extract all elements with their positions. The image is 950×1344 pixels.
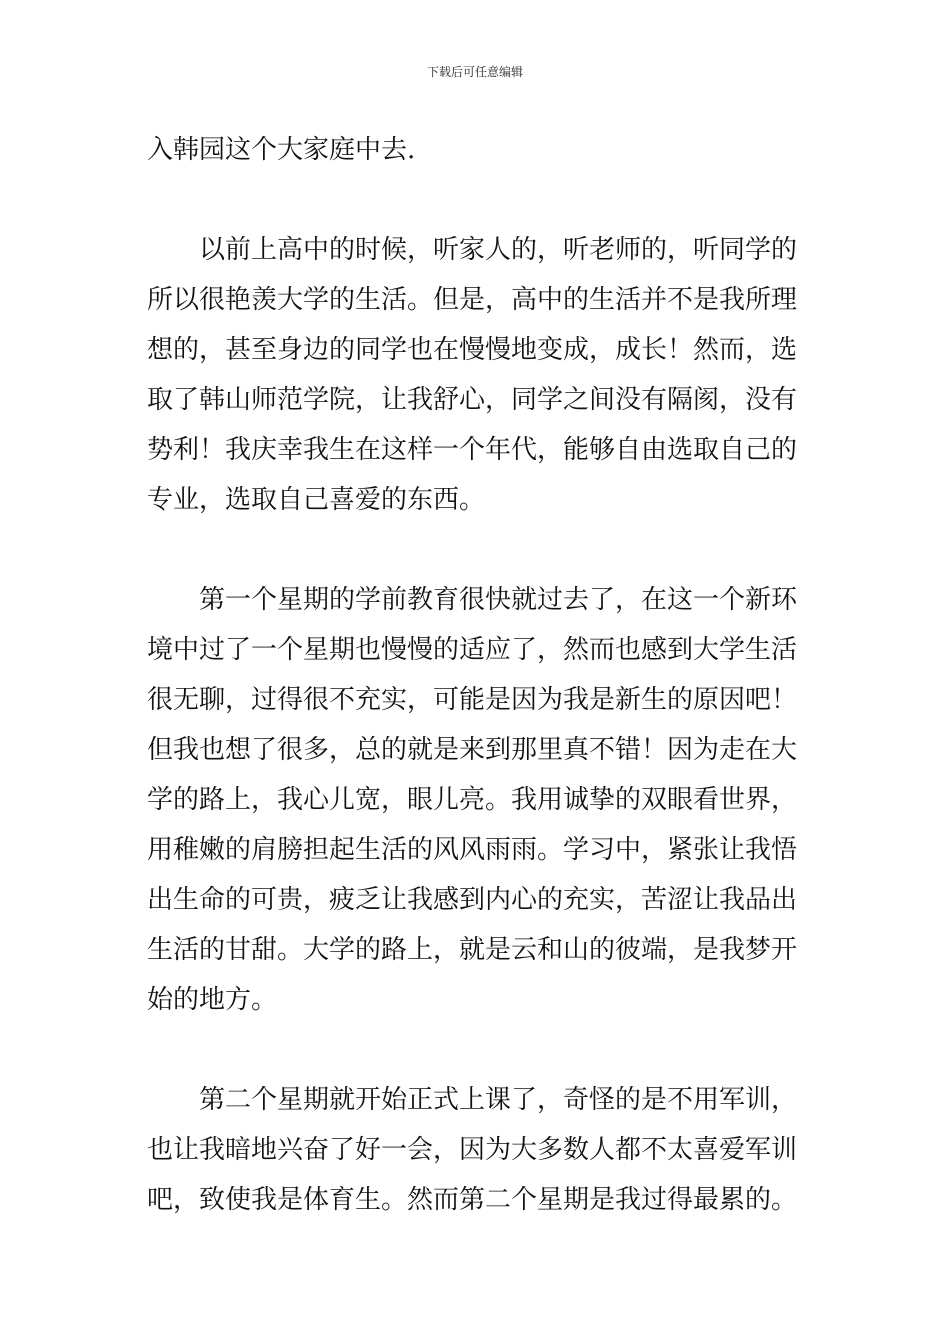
text-line: 用稚嫩的肩膀担起生活的风风雨雨。学习中，紧张让我悟 (147, 835, 798, 865)
text-line: 以前上高中的时候，听家人的，听老师的，听同学的 (199, 235, 798, 265)
text-line: 取了韩山师范学院，让我舒心，同学之间没有隔阂，没有 (147, 385, 798, 415)
text-line: 境中过了一个星期也慢慢的适应了，然而也感到大学生活 (147, 635, 798, 665)
paragraph-gap (147, 175, 807, 225)
page-header (0, 64, 950, 80)
text-line: 学的路上，我心儿宽，眼儿亮。我用诚挚的双眼看世界， (147, 785, 798, 815)
text-line: 所以很艳羡大学的生活。但是，高中的生活并不是我所理 (147, 285, 798, 315)
header-note: 下载后可任意编辑 (426, 65, 523, 79)
text-line: 生活的甘甜。大学的路上，就是云和山的彼端，是我梦开 (147, 935, 798, 965)
text-line: 始的地方。 (147, 985, 278, 1015)
paragraph-gap (147, 525, 807, 575)
text-line: 专业，选取自己喜爱的东西。 (147, 485, 486, 515)
paragraph-high-school (147, 225, 807, 525)
paragraph-second-week (147, 1075, 807, 1225)
text-line: 吧，致使我是体育生。然而第二个星期是我过得最累的。 (147, 1185, 798, 1215)
paragraph-gap (147, 1025, 807, 1075)
text-line: 也让我暗地兴奋了好一会，因为大多数人都不太喜爱军训 (147, 1135, 798, 1165)
text-line: 出生命的可贵，疲乏让我感到内心的充实，苦涩让我品出 (147, 885, 798, 915)
text-line: 第二个星期就开始正式上课了，奇怪的是不用军训， (199, 1085, 798, 1115)
paragraph-first-week (147, 575, 807, 1025)
text-line: 势利！我庆幸我生在这样一个年代，能够自由选取自己的 (147, 435, 798, 465)
text-line: 第一个星期的学前教育很快就过去了，在这一个新环 (199, 585, 798, 615)
text-line: 很无聊，过得很不充实，可能是因为我是新生的原因吧！ (147, 685, 798, 715)
document-body (147, 125, 807, 1225)
text-line: 想的，甚至身边的同学也在慢慢地变成，成长！然而，选 (147, 335, 798, 365)
text-line: 但我也想了很多，总的就是来到那里真不错！因为走在大 (147, 735, 798, 765)
paragraph-continuation (147, 125, 807, 175)
text-line: 入韩园这个大家庭中去. (147, 135, 416, 165)
